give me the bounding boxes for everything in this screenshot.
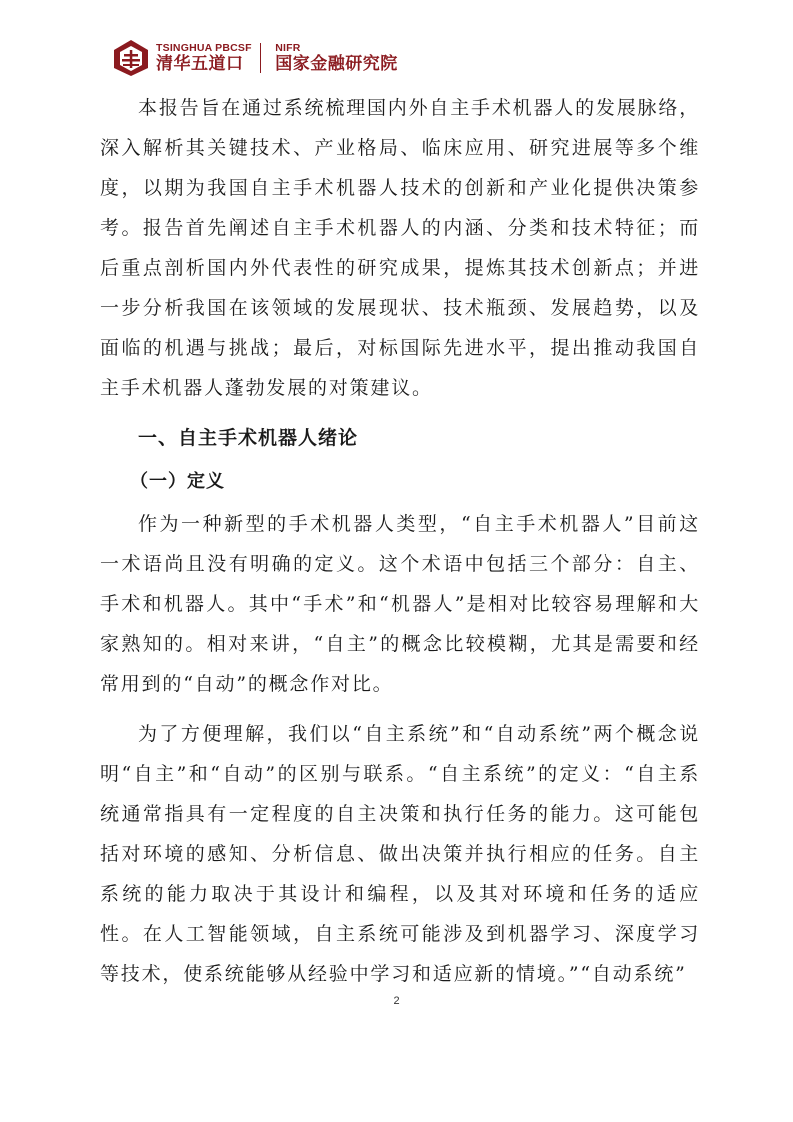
section-heading: 一、自主手术机器人绪论 <box>138 427 359 449</box>
document-body <box>100 88 700 994</box>
subsection-heading: （一）定义 <box>130 471 225 492</box>
institute-chinese-name: 国家金融研究院 <box>275 54 398 75</box>
brand-chinese-name: 清华五道口 <box>156 54 244 75</box>
page-number: 2 <box>393 995 400 1007</box>
document-header <box>112 38 398 78</box>
definition-paragraph-2: 为了方便理解，我们以“自主系统”和“自动系统”两个概念说明“自主”和“自动”的区别与联系。“自主系统”的定义：“自主系统通常指具有一定程度的自主决策和执行任务的能力。这可能包括对环境的感知、分析信息、做出决策并执行相应的任务。自主系统的能力取决于其设计和编程，以及其对环境和任务的适应性。在人工智能领域，自主系统可能涉及到机器学习、深度学习等技术，使系统能够从经验中学习和适应新的情境。”“自动系统” <box>100 723 700 985</box>
brand-english-name: TSINGHUA PBCSF <box>156 41 252 54</box>
tsinghua-pbcsf-logo-icon <box>112 38 150 78</box>
brand-block <box>156 43 252 74</box>
definition-paragraph-1: 作为一种新型的手术机器人类型，“自主手术机器人”目前这一术语尚且没有明确的定义。这个术语中包括三个部分：自主、手术和机器人。其中“手术”和“机器人”是相对比较容易理解和大家熟知的。相对来讲，“自主”的概念比较模糊，尤其是需要和经常用到的“自动”的概念作对比。 <box>100 513 700 695</box>
intro-paragraph: 本报告旨在通过系统梳理国内外自主手术机器人的发展脉络，深入解析其关键技术、产业格局、临床应用、研究进展等多个维度，以期为我国自主手术机器人技术的创新和产业化提供决策参考。报告首先阐述自主手术机器人的内涵、分类和技术特征；而后重点剖析国内外代表性的研究成果，提炼其技术创新点；并进一步分析我国在该领域的发展现状、技术瓶颈、发展趋势，以及面临的机遇与挑战；最后，对标国际先进水平，提出推动我国自主手术机器人蓬勃发展的对策建议。 <box>100 97 700 399</box>
header-divider <box>260 43 262 73</box>
institute-english-name: NIFR <box>275 41 301 54</box>
institute-block <box>275 43 398 74</box>
